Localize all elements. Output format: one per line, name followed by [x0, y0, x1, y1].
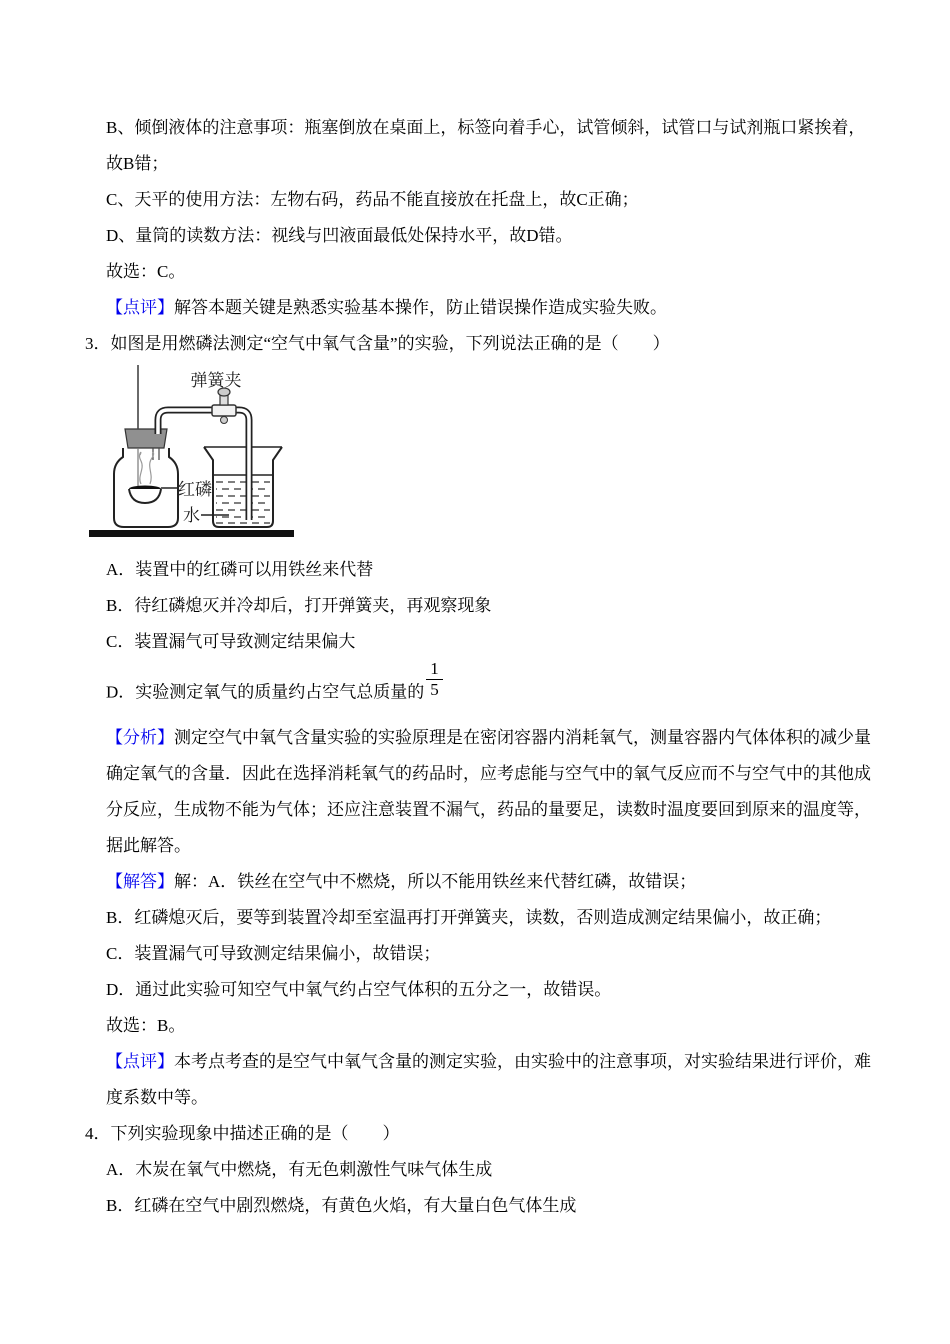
- q2-explanation-line-d: D、量筒的读数方法：视线与凹液面最低处保持水平，故D错。: [106, 226, 573, 245]
- q3-option-a-text: 装置中的红磷可以用铁丝来代替: [135, 560, 374, 579]
- q3-analysis-line-3: 分反应，生成物不能为气体；还应注意装置不漏气，药品的量要足，读数时温度要回到原来的温度等，: [106, 800, 871, 820]
- question-3-text: 如图是用燃磷法测定“空气中氧气含量”的实验，下列说法正确的是（ ）: [110, 334, 670, 353]
- q4-option-b-text: 红磷在空气中剧烈燃烧，有黄色火焰，有大量白色气体生成: [134, 1196, 577, 1216]
- question-4-stem: [85, 1116, 910, 1152]
- spring-clamp: [212, 388, 236, 424]
- question-4-text: 下列实验现象中描述正确的是（ ）: [110, 1124, 400, 1144]
- q2-comment-text: 解答本题关键是熟悉实验基本操作，防止错误操作造成实验失败。: [174, 298, 667, 317]
- red-phosphorus-label: 红磷: [178, 480, 212, 499]
- q4-option-b-key: B．: [106, 1196, 135, 1216]
- q2-comment-label: 【点评】: [106, 298, 174, 317]
- q3-option-b-text: 待红磷熄灭并冷却后，打开弹簧夹，再观察现象: [134, 596, 492, 615]
- q2-answer-choice: 故选：C。: [106, 262, 186, 281]
- q3-analysis-text-1: 测定空气中氧气含量实验的实验原理是在密闭容器内消耗氧气，测量容器内气体体积的减少量: [174, 728, 871, 748]
- one-fifth-fraction: [426, 660, 443, 700]
- q3-answer-line-1: [106, 864, 910, 900]
- q3-answer-label: 【解答】: [106, 872, 174, 892]
- q3-comment-line-2: 度系数中等。: [106, 1088, 208, 1108]
- oxygen-measurement-diagram: [87, 362, 409, 550]
- fraction-numerator: 1: [426, 660, 443, 680]
- q3-analysis-line-4: 据此解答。: [106, 836, 191, 856]
- q4-option-a-text: 木炭在氧气中燃烧，有无色刺激性气味气体生成: [135, 1160, 493, 1180]
- bottle-shape: [114, 429, 178, 527]
- q2-explanation-line-b2: 故B错；: [106, 154, 169, 173]
- q2-explanation-line-b: B、倾倒液体的注意事项：瓶塞倒放在桌面上，标签向着手心，试管倾斜，试管口与试剂瓶口紧挨着，: [106, 118, 866, 137]
- experiment-figure: [87, 362, 910, 552]
- water-in-beaker: [216, 482, 270, 523]
- q3-option-d-key: D．: [106, 682, 136, 702]
- q2-comment-line: [106, 290, 910, 326]
- q4-option-a-key: A．: [106, 1160, 136, 1180]
- water-label: 水: [183, 506, 200, 525]
- q3-answer-line-4: D．通过此实验可知空气中氧气约占空气体积的五分之一，故错误。: [106, 980, 612, 1000]
- q3-option-a-key: A．: [106, 560, 136, 579]
- q3-answer-line-2: B．红磷熄灭后，要等到装置冷却至室温再打开弹簧夹，读数，否则造成测定结果偏小，故正确；: [106, 908, 832, 928]
- q3-option-c-text: 装置漏气可导致测定结果偏大: [134, 632, 356, 651]
- fraction-denominator: 5: [430, 680, 439, 700]
- q3-analysis-label: 【分析】: [106, 728, 174, 748]
- q3-comment-label: 【点评】: [106, 1052, 174, 1072]
- q4-option-b: [106, 1188, 910, 1224]
- q3-analysis-line-2: 确定氧气的含量．因此在选择消耗氧气的药品时，应考虑能与空气中的氧气反应而不与空气中的其他成: [106, 764, 871, 784]
- q3-option-c-key: C．: [106, 632, 135, 651]
- q3-option-b: [106, 588, 910, 624]
- combustion-dish: [129, 486, 161, 504]
- q3-analysis-line-1: [106, 720, 910, 756]
- q3-answer-text-1: 解：A．铁丝在空气中不燃烧，所以不能用铁丝来代替红磷，故错误；: [174, 872, 697, 892]
- q3-option-d-text: 实验测定氧气的质量约占空气总质量的: [135, 682, 425, 702]
- q3-comment-line-1: [106, 1044, 910, 1080]
- q3-comment-text-1: 本考点考查的是空气中氧气含量的测定实验，由实验中的注意事项，对实验结果进行评价，难: [174, 1052, 871, 1072]
- q3-option-c: [106, 624, 910, 660]
- q3-option-a: [106, 552, 910, 588]
- q3-option-d: [106, 660, 910, 710]
- clamp-label: 弹簧夹: [190, 371, 242, 390]
- table-surface: [89, 530, 294, 537]
- q4-option-a: [106, 1152, 910, 1188]
- q3-option-b-key: B．: [106, 596, 135, 615]
- q3-answer-choice: 故选：B。: [106, 1016, 186, 1036]
- question-3-number: 3．: [85, 334, 111, 353]
- q3-answer-line-3: C．装置漏气可导致测定结果偏小，故错误；: [106, 944, 441, 964]
- question-3-stem: [85, 326, 910, 362]
- q2-explanation-line-c: C、天平的使用方法：左物右码，药品不能直接放在托盘上，故C正确；: [106, 190, 639, 209]
- question-4-number: 4．: [85, 1124, 111, 1144]
